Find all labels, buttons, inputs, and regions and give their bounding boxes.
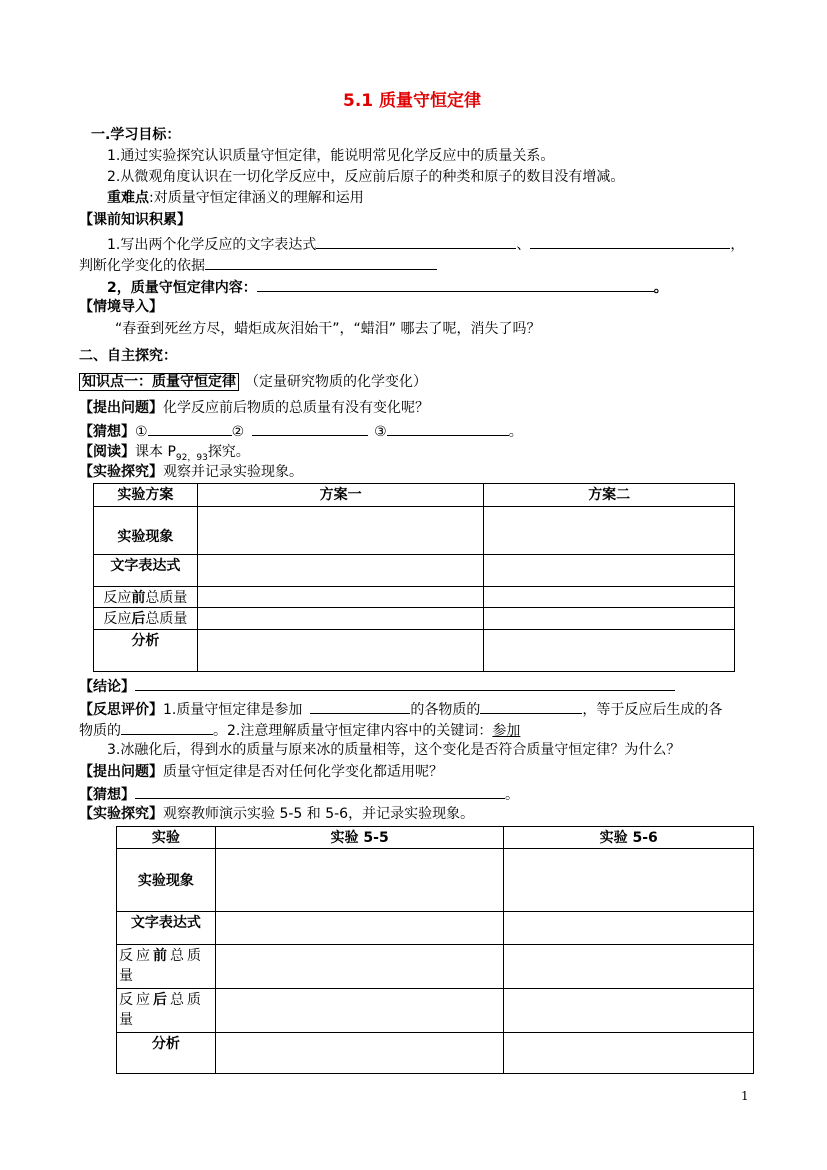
table2-row-label: 分析	[117, 1033, 216, 1074]
row-label-part: 前	[153, 948, 170, 964]
answer-blank[interactable]	[252, 421, 368, 436]
preview-q1	[107, 234, 744, 254]
table1-row-label: 分析	[94, 630, 198, 672]
guess-2-end: 。	[505, 787, 519, 803]
table1-header: 方案一	[197, 484, 484, 507]
table2-cell[interactable]	[504, 912, 754, 945]
reflect-line-1	[79, 699, 722, 719]
row-label-part: 反应	[103, 590, 132, 606]
row-label-part: 总质量	[145, 611, 188, 627]
row-label-part: 量	[119, 968, 136, 984]
preview-q2-end: 。	[653, 280, 668, 296]
reflect-text: 的各物质的	[410, 702, 481, 718]
section-heading-preview: 【课前知识积累】	[79, 212, 191, 228]
table2-cell[interactable]	[504, 1033, 754, 1074]
row-label-part: 后	[131, 611, 146, 627]
ask-question-1-text: 化学反应前后物质的总质量有没有变化呢？	[163, 400, 429, 416]
table2-cell[interactable]	[215, 912, 504, 945]
page-title: 5.1 质量守恒定律	[343, 91, 482, 111]
table2-header: 实验 5-6	[504, 827, 754, 849]
table1-cell[interactable]	[197, 608, 484, 630]
preview-q1-basis-text: 判断化学变化的依据	[79, 258, 205, 274]
reflect-label: 【反思评价】	[79, 702, 163, 718]
table1-cell[interactable]	[484, 608, 735, 630]
row-label-part: 后	[153, 992, 170, 1008]
reflect-q3: 3.冰融化后，得到水的质量与原来冰的质量相等，这个变化是否符合质量守恒定律？为什么？	[107, 742, 681, 758]
row-label-part: 前	[131, 590, 146, 606]
intro-text: “春蚕到死丝方尽，蜡炬成灰泪始干”，“蜡泪” 哪去了呢，消失了吗？	[115, 321, 541, 337]
guess-mark-1: ①	[135, 424, 148, 440]
guess-end: 。	[508, 424, 523, 440]
experiment-table-1	[93, 483, 735, 672]
preview-q2	[107, 277, 668, 297]
answer-blank[interactable]	[316, 234, 516, 249]
table1-cell[interactable]	[197, 587, 484, 608]
table1-header: 方案二	[484, 484, 735, 507]
ask-question-1	[79, 399, 429, 417]
read-text: 课本 P	[135, 444, 176, 460]
ask-question-1-label: 【提出问题】	[79, 400, 163, 416]
section-heading-explore: 二、自主探究：	[79, 348, 177, 364]
reflect-keyword: 参加	[492, 723, 521, 739]
experiment-2	[79, 805, 474, 823]
preview-q2-text: 2，质量守恒定律内容：	[107, 280, 257, 296]
read-pages: 92，93	[175, 452, 208, 463]
table2-cell[interactable]	[215, 1033, 504, 1074]
reflect-text: 1.质量守恒定律是参加	[163, 702, 303, 718]
answer-blank[interactable]	[205, 255, 437, 270]
answer-blank[interactable]	[135, 784, 505, 799]
table2-row-label	[117, 945, 216, 989]
table1-row-label	[94, 587, 198, 608]
experiment-1	[79, 463, 303, 481]
ask-question-2	[79, 763, 443, 781]
goal-2: 2.从微观角度认识在一切化学反应中，反应前后原子的种类和原子的数目没有增减。	[107, 169, 625, 185]
goal-1: 1.通过实验探究认识质量守恒定律，能说明常见化学反应中的质量关系。	[107, 148, 555, 164]
table2-cell[interactable]	[504, 849, 754, 912]
table1-header: 实验方案	[94, 484, 198, 507]
row-label-part: 总质	[170, 992, 204, 1008]
experiment-2-label: 【实验探究】	[79, 806, 163, 822]
ask-question-2-text: 质量守恒定律是否对任何化学变化都适用呢？	[163, 764, 443, 780]
answer-blank[interactable]	[121, 720, 213, 735]
answer-blank[interactable]	[135, 676, 675, 691]
table1-cell[interactable]	[484, 555, 735, 587]
key-points-text: :对质量守恒定律涵义的理解和运用	[149, 190, 364, 206]
table1-cell[interactable]	[197, 555, 484, 587]
row-label-part: 反应	[103, 611, 132, 627]
row-label-part: 量	[119, 1012, 136, 1028]
table2-cell[interactable]	[215, 849, 504, 912]
preview-q1-text: 1.写出两个化学反应的文字表达式	[107, 237, 317, 253]
read-label: 【阅读】	[79, 444, 135, 460]
answer-blank[interactable]	[387, 421, 509, 436]
table1-cell[interactable]	[484, 587, 735, 608]
reflect-text: ，等于反应后生成的各	[582, 702, 723, 718]
knowledge-point	[79, 373, 427, 391]
table1-cell[interactable]	[484, 507, 735, 555]
reflect-line-2	[79, 720, 520, 740]
table2-cell[interactable]	[504, 945, 754, 989]
reflect-text: 。2.注意理解质量守恒定律内容中的关键词：	[213, 723, 493, 739]
key-points	[107, 189, 364, 207]
table1-cell[interactable]	[197, 630, 484, 672]
table1-row-label	[94, 608, 198, 630]
table2-header: 实验 5-5	[215, 827, 504, 849]
conclusion-label: 【结论】	[79, 679, 135, 695]
section-heading-goals: 一.学习目标：	[91, 127, 181, 143]
guess-mark-3: ③	[374, 424, 387, 440]
preview-q1-end: ，	[730, 237, 745, 253]
experiment-1-text: 观察并记录实验现象。	[163, 464, 303, 480]
table1-row-label: 文字表达式	[94, 555, 198, 587]
table2-cell[interactable]	[215, 989, 504, 1033]
answer-blank[interactable]	[480, 699, 582, 714]
ask-question-2-label: 【提出问题】	[79, 764, 163, 780]
answer-blank[interactable]	[148, 421, 232, 436]
preview-q1-basis	[79, 255, 437, 275]
key-points-label: 重难点	[107, 190, 149, 206]
experiment-2-text: 观察教师演示实验 5-5 和 5-6，并记录实验现象。	[163, 806, 475, 822]
conclusion	[79, 676, 675, 696]
row-label-part: 反应	[119, 992, 153, 1008]
table1-row-label: 实验现象	[94, 507, 198, 555]
section-heading-intro: 【情境导入】	[79, 299, 163, 315]
guess-1	[79, 421, 523, 441]
guess-2-label: 【猜想】	[79, 787, 135, 803]
guess-mark-2: ②	[231, 424, 245, 440]
row-label-part: 反应	[119, 948, 153, 964]
table2-row-label: 文字表达式	[117, 912, 216, 945]
knowledge-point-note: （定量研究物质的化学变化）	[245, 374, 427, 390]
table1-cell[interactable]	[484, 630, 735, 672]
table2-row-label: 实验现象	[117, 849, 216, 912]
table2-cell[interactable]	[215, 945, 504, 989]
answer-blank[interactable]	[530, 234, 730, 249]
answer-blank[interactable]	[310, 699, 410, 714]
answer-blank[interactable]	[257, 277, 654, 292]
table2-row-label	[117, 989, 216, 1033]
reflect-text: 物质的	[79, 723, 121, 739]
experiment-table-2	[116, 826, 754, 1074]
row-label-part: 总质	[170, 948, 204, 964]
guess-2	[79, 784, 519, 804]
preview-q1-sep: 、	[516, 237, 531, 253]
knowledge-point-label: 知识点一：质量守恒定律	[79, 373, 239, 391]
table2-header: 实验	[117, 827, 216, 849]
row-label-part: 总质量	[145, 590, 188, 606]
experiment-1-label: 【实验探究】	[79, 464, 163, 480]
table1-cell[interactable]	[197, 507, 484, 555]
guess-1-label: 【猜想】	[79, 424, 135, 440]
page-number: 1	[741, 1089, 749, 1103]
read-tail: 探究。	[207, 444, 250, 460]
table2-cell[interactable]	[504, 989, 754, 1033]
